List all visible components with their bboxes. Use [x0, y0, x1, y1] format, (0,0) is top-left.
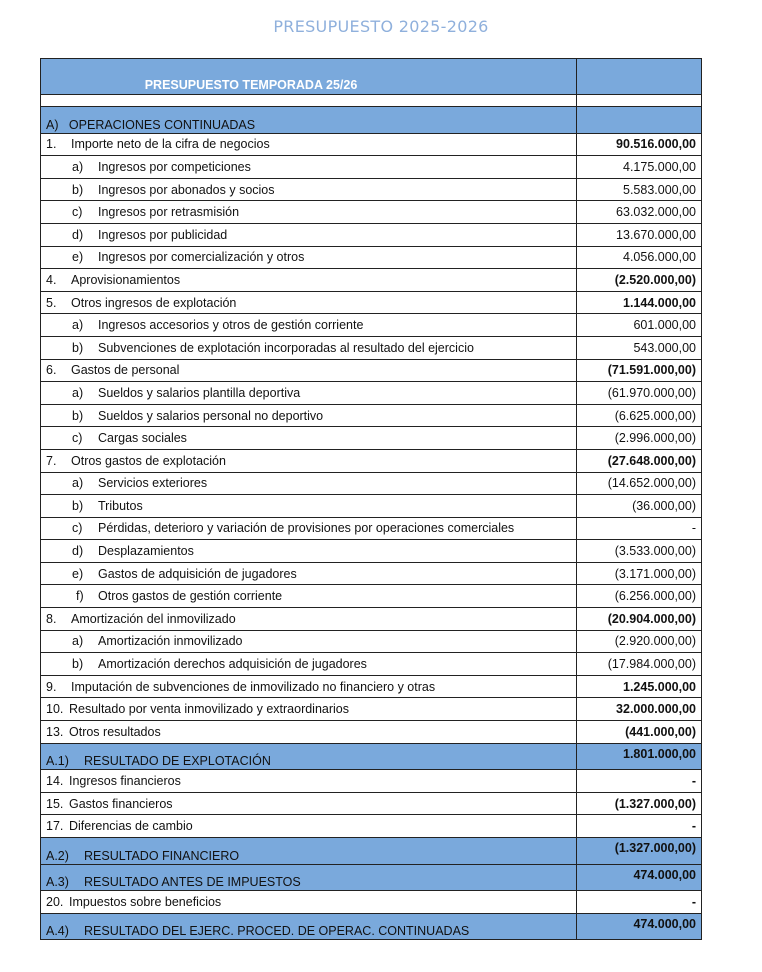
row-value: (2.996.000,00): [577, 427, 702, 450]
row-value: (441.000,00): [577, 721, 702, 744]
table-row: [41, 585, 702, 608]
table-header-value: [577, 59, 702, 95]
table-row: [41, 698, 702, 721]
row-label-cell: [41, 608, 577, 631]
row-label: Ingresos por abonados y socios: [98, 182, 275, 197]
table-row: [41, 246, 702, 269]
row-number: 8.: [46, 611, 57, 626]
row-label-cell: [41, 675, 577, 698]
table-row: [41, 382, 702, 405]
row-label-cell: [41, 913, 577, 940]
row-label-cell: [41, 721, 577, 744]
row-value: (6.256.000,00): [577, 585, 702, 608]
row-label-cell: [41, 792, 577, 815]
table-row: [41, 540, 702, 563]
row-label: RESULTADO DEL EJERC. PROCED. DE OPERAC. CONTINUADAS: [84, 924, 470, 939]
row-label: Gastos financieros: [69, 796, 173, 811]
table-row: [41, 156, 702, 179]
row-value: 90.516.000,00: [577, 133, 702, 156]
table-row: [41, 427, 702, 450]
row-number: e): [72, 566, 84, 581]
row-value: 32.000.000,00: [577, 698, 702, 721]
row-label: Subvenciones de explotación incorporadas al resultado del ejercicio: [98, 340, 474, 355]
row-value: (2.520.000,00): [577, 269, 702, 292]
row-label: Ingresos financieros: [69, 774, 181, 789]
row-number: b): [72, 657, 84, 672]
row-label-cell: [41, 495, 577, 518]
section-label: A) OPERACIONES CONTINUADAS: [41, 107, 577, 134]
row-value: -: [577, 770, 702, 793]
row-value: 13.670.000,00: [577, 223, 702, 246]
table-row: [41, 864, 702, 891]
row-value: 1.144.000,00: [577, 291, 702, 314]
row-label: Otros gastos de gestión corriente: [98, 589, 283, 604]
row-value: 63.032.000,00: [577, 201, 702, 224]
table-row: [41, 291, 702, 314]
row-value: (17.984.000,00): [577, 653, 702, 676]
row-label: Desplazamientos: [98, 544, 194, 559]
table-row: [41, 269, 702, 292]
row-label-cell: [41, 156, 577, 179]
table-row: [41, 359, 702, 382]
row-number: A.4): [46, 924, 69, 939]
row-label-cell: [41, 291, 577, 314]
row-label-cell: [41, 314, 577, 337]
row-label-cell: [41, 517, 577, 540]
row-number: c): [72, 205, 83, 220]
row-number: d): [72, 544, 84, 559]
row-label: Ingresos por retrasmisión: [98, 205, 240, 220]
row-label-cell: [41, 382, 577, 405]
table-row: [41, 653, 702, 676]
row-value: (1.327.000,00): [577, 838, 702, 865]
row-number: c): [72, 431, 83, 446]
row-label: Amortización derechos adquisición de jugadores: [98, 657, 367, 672]
row-label: RESULTADO DE EXPLOTACIÓN: [84, 754, 271, 769]
row-label-cell: [41, 336, 577, 359]
row-number: e): [72, 250, 84, 265]
budget-table: [40, 58, 702, 940]
row-label-cell: [41, 449, 577, 472]
row-number: 1.: [46, 137, 57, 152]
row-label-cell: [41, 562, 577, 585]
row-label: Otros resultados: [69, 724, 161, 739]
row-value: 474.000,00: [577, 913, 702, 940]
row-number: 10.: [46, 702, 64, 717]
row-label: Sueldos y salarios personal no deportivo: [98, 408, 324, 423]
spacer-row: [41, 95, 702, 107]
row-number: 14.: [46, 774, 64, 789]
row-label-cell: [41, 472, 577, 495]
row-label-cell: [41, 815, 577, 838]
row-label: Cargas sociales: [98, 431, 187, 446]
table-row: [41, 223, 702, 246]
row-value: (2.920.000,00): [577, 630, 702, 653]
row-label: Ingresos por publicidad: [98, 227, 228, 242]
row-value: (14.652.000,00): [577, 472, 702, 495]
row-number: b): [72, 498, 84, 513]
row-label-cell: [41, 743, 577, 770]
row-label: RESULTADO ANTES DE IMPUESTOS: [84, 875, 301, 890]
table-row: [41, 792, 702, 815]
row-label: Otros gastos de explotación: [71, 453, 226, 468]
row-number: A.1): [46, 754, 69, 769]
table-row: [41, 721, 702, 744]
row-label-cell: [41, 269, 577, 292]
row-number: A.3): [46, 875, 69, 890]
row-value: (71.591.000,00): [577, 359, 702, 382]
table-row: [41, 133, 702, 156]
row-label: Otros ingresos de explotación: [71, 295, 237, 310]
table-header: PRESUPUESTO TEMPORADA 25/26: [41, 59, 577, 95]
row-label: Resultado por venta inmovilizado y extraordinarios: [69, 702, 350, 717]
row-number: 20.: [46, 894, 64, 909]
table-row: [41, 314, 702, 337]
row-number: a): [72, 385, 84, 400]
row-value: 474.000,00: [577, 864, 702, 891]
table-row: [41, 891, 702, 914]
table-row: [41, 336, 702, 359]
table-row: [41, 495, 702, 518]
row-label-cell: [41, 404, 577, 427]
row-value: (27.648.000,00): [577, 449, 702, 472]
table-row: [41, 404, 702, 427]
row-number: 13.: [46, 724, 64, 739]
row-number: A.2): [46, 848, 69, 863]
row-number: 7.: [46, 453, 57, 468]
row-label: Diferencias de cambio: [69, 819, 193, 834]
table-row: [41, 517, 702, 540]
row-number: 15.: [46, 796, 64, 811]
row-label: Tributos: [98, 498, 143, 513]
row-value: 5.583.000,00: [577, 178, 702, 201]
table-row: [41, 815, 702, 838]
table-header-row: [41, 59, 702, 95]
row-label: Servicios exteriores: [98, 476, 208, 491]
row-label: RESULTADO FINANCIERO: [84, 848, 240, 863]
row-label: Importe neto de la cifra de negocios: [71, 137, 270, 152]
table-row: [41, 449, 702, 472]
row-label-cell: [41, 630, 577, 653]
row-label-cell: [41, 770, 577, 793]
row-label-cell: [41, 223, 577, 246]
row-number: 4.: [46, 272, 57, 287]
row-label-cell: [41, 133, 577, 156]
row-number: c): [72, 521, 83, 536]
row-value: 4.175.000,00: [577, 156, 702, 179]
table-row: [41, 770, 702, 793]
row-label: Gastos de adquisición de jugadores: [98, 566, 297, 581]
row-label-cell: [41, 178, 577, 201]
row-label: Gastos de personal: [71, 363, 180, 378]
table-row: [41, 630, 702, 653]
row-label: Sueldos y salarios plantilla deportiva: [98, 385, 301, 400]
row-value: -: [577, 891, 702, 914]
row-label: Impuestos sobre beneficios: [69, 894, 222, 909]
row-label: Aprovisionamientos: [71, 272, 181, 287]
row-number: b): [72, 408, 84, 423]
table-row: [41, 201, 702, 224]
row-label: Amortización del inmovilizado: [71, 611, 236, 626]
row-label-cell: [41, 585, 577, 608]
row-label-cell: [41, 201, 577, 224]
row-label-cell: [41, 891, 577, 914]
section-row: [41, 107, 702, 134]
table-row: [41, 178, 702, 201]
row-label: Ingresos por competiciones: [98, 159, 251, 174]
table-row: [41, 743, 702, 770]
table-row: [41, 608, 702, 631]
row-number: f): [76, 589, 84, 604]
row-label: Ingresos por comercialización y otros: [98, 250, 305, 265]
row-value: 601.000,00: [577, 314, 702, 337]
row-label-cell: [41, 246, 577, 269]
row-number: a): [72, 476, 84, 491]
row-value: (61.970.000,00): [577, 382, 702, 405]
row-value: -: [577, 517, 702, 540]
row-value: 1.801.000,00: [577, 743, 702, 770]
row-label-cell: [41, 427, 577, 450]
row-number: 6.: [46, 363, 57, 378]
row-label-cell: [41, 540, 577, 563]
row-value: -: [577, 815, 702, 838]
page-title: PRESUPUESTO 2025-2026: [273, 17, 489, 36]
row-value: (3.171.000,00): [577, 562, 702, 585]
row-value: (3.533.000,00): [577, 540, 702, 563]
row-value: (1.327.000,00): [577, 792, 702, 815]
row-label-cell: [41, 653, 577, 676]
table-row: [41, 675, 702, 698]
row-label: Amortización inmovilizado: [98, 634, 243, 649]
row-value: 4.056.000,00: [577, 246, 702, 269]
row-label-cell: [41, 698, 577, 721]
row-label: Imputación de subvenciones de inmovilizado no financiero y otras: [71, 679, 436, 694]
row-value: 1.245.000,00: [577, 675, 702, 698]
table-row: [41, 838, 702, 865]
row-value: (6.625.000,00): [577, 404, 702, 427]
row-label: Ingresos accesorios y otros de gestión corriente: [98, 318, 364, 333]
row-value: (36.000,00): [577, 495, 702, 518]
row-number: 9.: [46, 679, 57, 694]
row-number: a): [72, 634, 84, 649]
row-number: d): [72, 227, 84, 242]
row-number: b): [72, 182, 84, 197]
row-number: a): [72, 159, 84, 174]
row-number: 5.: [46, 295, 57, 310]
row-label-cell: [41, 838, 577, 865]
row-label-cell: [41, 864, 577, 891]
table-row: [41, 913, 702, 940]
row-value: (20.904.000,00): [577, 608, 702, 631]
row-number: a): [72, 318, 84, 333]
table-row: [41, 472, 702, 495]
table-row: [41, 562, 702, 585]
row-number: b): [72, 340, 84, 355]
row-value: 543.000,00: [577, 336, 702, 359]
row-label: Pérdidas, deterioro y variación de provisiones por operaciones comerciales: [98, 521, 515, 536]
row-number: 17.: [46, 819, 64, 834]
row-label-cell: [41, 359, 577, 382]
